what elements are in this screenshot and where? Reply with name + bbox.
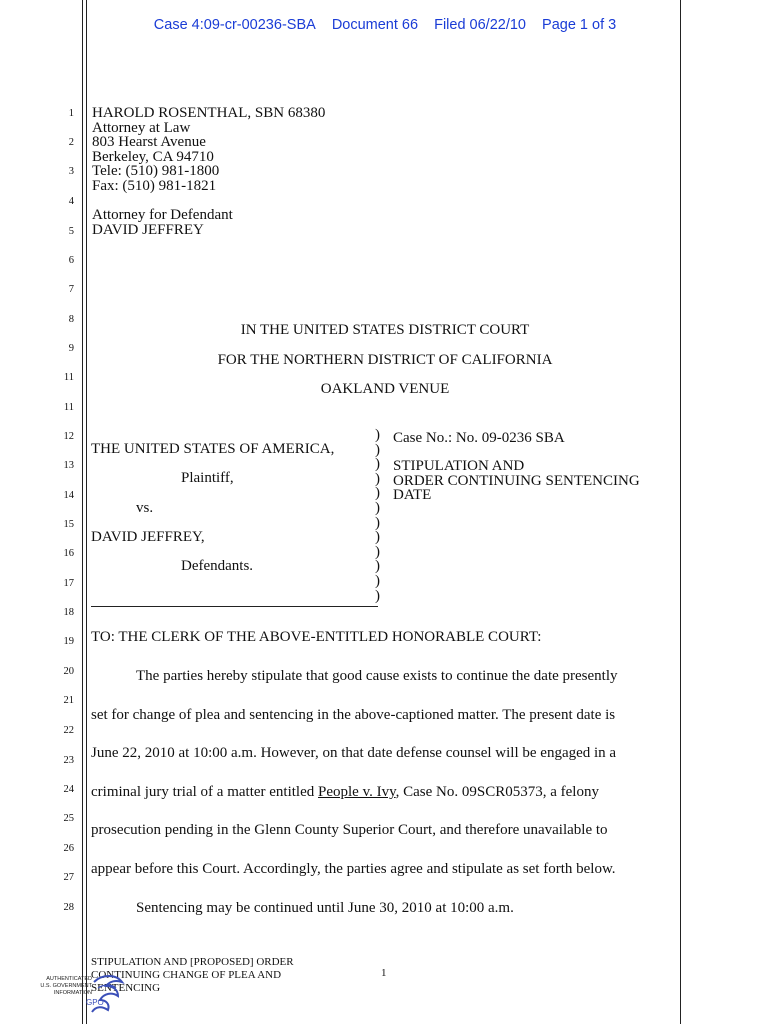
line-number: 15 xyxy=(63,519,74,530)
body-paragraph-line: appear before this Court. Accordingly, the parties agree and stipulate as set forth below. xyxy=(91,861,616,877)
line-number: 9 xyxy=(68,343,74,354)
line-number: 13 xyxy=(63,460,74,471)
footer-line: STIPULATION AND [PROPOSED] ORDER xyxy=(91,956,294,968)
caption-underline xyxy=(91,606,378,607)
plaintiff-name: THE UNITED STATES OF AMERICA, xyxy=(91,441,335,457)
ecf-header xyxy=(0,17,770,33)
line-number: 12 xyxy=(63,431,74,442)
line-number: 18 xyxy=(63,607,74,618)
attorney-for-label: Attorney for Defendant xyxy=(92,207,233,224)
caption-parenthesis-column xyxy=(375,428,380,603)
seal-text-line1: AUTHENTICATED xyxy=(46,976,92,982)
caption-paren: ) xyxy=(375,427,380,443)
body-paragraph-line: The parties hereby stipulate that good cause exists to continue the date presently xyxy=(136,668,618,684)
caption-paren: ) xyxy=(375,514,380,531)
court-venue: OAKLAND VENUE xyxy=(320,381,450,397)
body-paragraph-line: Sentencing may be continued until June 30, 2010 at 10:00 a.m. xyxy=(136,900,514,916)
gpo-mark: GPO xyxy=(86,998,104,1007)
body-paragraph-line: set for change of plea and sentencing in the above-captioned matter. The present date is xyxy=(91,707,616,723)
line-number: 28 xyxy=(63,902,74,913)
body-paragraph-line: June 22, 2010 at 10:00 a.m. However, on that date defense counsel will be engaged in a xyxy=(91,745,617,761)
gpo-authentication-seal xyxy=(40,972,130,1022)
line-number: 17 xyxy=(63,578,74,589)
page-number: 1 xyxy=(381,967,387,979)
attorney-spacer xyxy=(92,194,325,209)
caption-paren: ) xyxy=(375,529,380,546)
line-number: 23 xyxy=(63,755,74,766)
case-number-header: Case 4:09-cr-00236-SBA xyxy=(153,17,316,33)
defendant-name: DAVID JEFFREY, xyxy=(91,529,205,545)
versus-label: vs. xyxy=(136,500,154,516)
salutation-line: TO: THE CLERK OF THE ABOVE-ENTITLED HONORABLE COURT: xyxy=(91,629,542,645)
defendant-role: Defendants. xyxy=(181,558,254,574)
document-title-block xyxy=(393,459,640,503)
footer-line: SENTENCING xyxy=(91,982,161,994)
line-number: 6 xyxy=(68,255,74,266)
attorney-street: 803 Hearst Avenue xyxy=(92,134,206,151)
court-title-line1: IN THE UNITED STATES DISTRICT COURT xyxy=(240,322,530,338)
line-number: 7 xyxy=(68,284,74,295)
line-number: 19 xyxy=(63,636,74,647)
caption-paren: ) xyxy=(375,558,380,575)
line-number: 20 xyxy=(63,666,74,677)
line-number: 25 xyxy=(63,813,74,824)
caption-paren: ) xyxy=(375,499,380,516)
attorney-name: HAROLD ROSENTHAL, SBN 68380 xyxy=(92,105,326,121)
line-number: 11 xyxy=(63,402,74,413)
caption-paren: ) xyxy=(375,456,380,473)
gpo-eagle-icon xyxy=(88,972,128,1020)
line-number: 5 xyxy=(68,226,74,237)
line-number: 26 xyxy=(63,843,74,854)
left-margin-rule-inner xyxy=(86,0,87,1024)
attorney-phone: Tele: (510) 981-1800 xyxy=(92,163,220,180)
plaintiff-role: Plaintiff, xyxy=(181,470,234,486)
caption-paren: ) xyxy=(375,572,380,589)
body-text: criminal jury trial of a matter entitled xyxy=(91,784,318,800)
seal-text-line3: INFORMATION xyxy=(53,990,92,996)
document-title-line2: ORDER CONTINUING SENTENCING xyxy=(393,472,640,489)
line-number: 16 xyxy=(63,548,74,559)
filed-date-header: Filed 06/22/10 xyxy=(434,17,526,33)
body-text: , Case No. 09SCR05373, a felony xyxy=(395,784,599,800)
attorney-city: Berkeley, CA 94710 xyxy=(92,148,214,165)
line-number: 14 xyxy=(63,490,74,501)
document-title-line1: STIPULATION AND xyxy=(393,458,525,474)
court-title-line2: FOR THE NORTHERN DISTRICT OF CALIFORNIA xyxy=(217,352,553,368)
caption-paren: ) xyxy=(375,441,380,458)
attorney-block xyxy=(92,106,325,237)
caption-paren: ) xyxy=(375,587,380,604)
line-number: 11 xyxy=(63,372,74,383)
line-number: 1 xyxy=(68,108,74,119)
right-margin-rule xyxy=(680,0,681,1024)
line-number: 22 xyxy=(63,725,74,736)
line-number: 2 xyxy=(68,137,74,148)
attorney-title: Attorney at Law xyxy=(92,119,191,136)
footer-line: CONTINUING CHANGE OF PLEA AND xyxy=(91,969,282,981)
body-paragraph-line xyxy=(91,784,599,801)
line-number: 24 xyxy=(63,784,74,795)
defendant-client-name: DAVID JEFFREY xyxy=(92,221,204,238)
left-margin-rule-outer xyxy=(82,0,83,1024)
line-number: 8 xyxy=(68,314,74,325)
case-number-caption: Case No.: No. 09-0236 SBA xyxy=(393,430,565,446)
line-number: 21 xyxy=(63,695,74,706)
document-title-line3: DATE xyxy=(393,487,432,504)
line-number: 3 xyxy=(68,166,74,177)
body-paragraph-line: prosecution pending in the Glenn County Superior Court, and therefore unavailable to xyxy=(91,822,608,838)
document-number-header: Document 66 xyxy=(331,17,419,33)
attorney-fax: Fax: (510) 981-1821 xyxy=(92,177,217,194)
page-count-header: Page 1 of 3 xyxy=(542,17,617,33)
caption-paren: ) xyxy=(375,543,380,560)
caption-paren: ) xyxy=(375,485,380,502)
caption-paren: ) xyxy=(375,470,380,487)
seal-text-line2: U.S. GOVERNMENT xyxy=(40,983,92,989)
case-citation: People v. Ivy xyxy=(318,784,396,800)
line-number: 27 xyxy=(63,872,74,883)
line-number: 4 xyxy=(68,196,74,207)
